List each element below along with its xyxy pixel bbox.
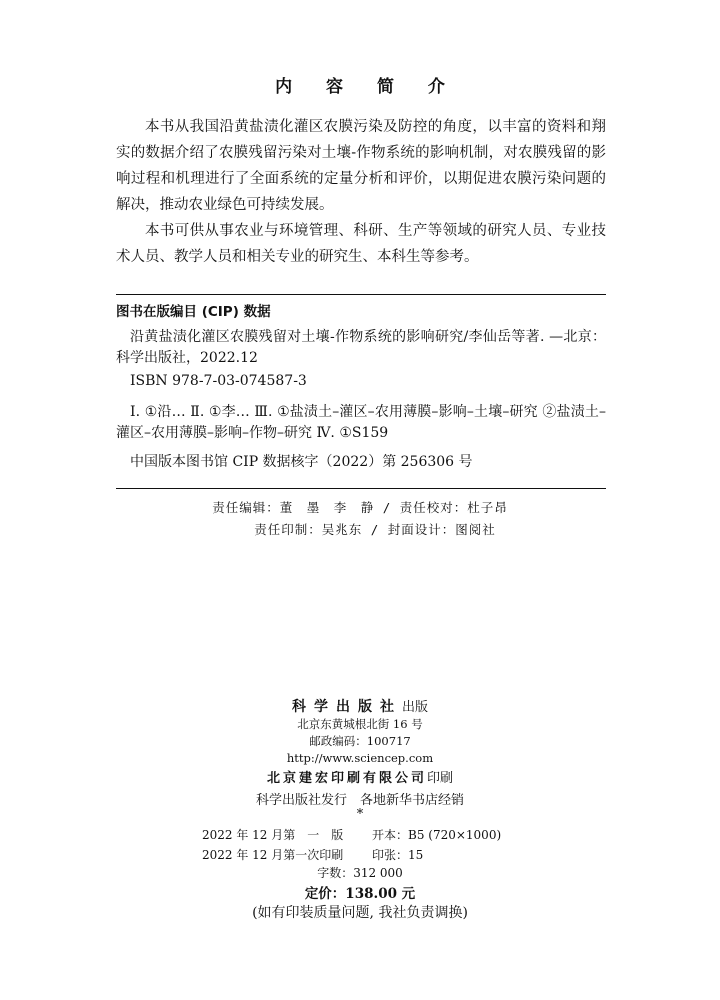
publisher-suffix: 出版 [401, 700, 428, 715]
publisher-website: http://www.sciencep.com [286, 751, 434, 765]
price: 定价：138.00 元 [304, 886, 416, 902]
cip-heading: 图书在版编目 (CIP) 数据 [116, 304, 271, 320]
separator-star: * [356, 807, 364, 822]
edition: 2022 年 12 月第 一 版 [202, 828, 344, 842]
format: 开本：B5 (720×1000) [372, 828, 502, 842]
sheets: 印张：15 [372, 848, 424, 862]
word-count: 字数：312 000 [317, 866, 403, 880]
page-title: 内 容 简 介 [275, 77, 459, 97]
printing: 2022 年 12 月第一次印刷 [202, 848, 344, 862]
cip-record: 沿黄盐渍化灌区农膜残留对土壤-作物系统的影响研究/李仙岳等著. —北京：科学出版社，2022.12 [116, 329, 606, 366]
content-summary [116, 114, 606, 270]
cip-block [116, 327, 606, 473]
summary-paragraph-1: 本书从我国沿黄盐渍化灌区农膜污染及防控的角度，以丰富的资料和翔实的数据介绍了农膜残留污染对土壤-作物系统的影响机制，对农膜残留的影响过程和机理进行了全面系统的定量分析和评价，以期促进农膜污染问题的解决，推动农业绿色可持续发展。 [116, 119, 606, 213]
publisher-name: 科学出版社 [291, 699, 402, 715]
summary-paragraph-2: 本书可供从事农业与环境管理、科研、生产等领域的研究人员、专业技术人员、教学人员和相关专业的研究生、本科生等参考。 [116, 223, 606, 265]
publisher-block [0, 696, 720, 822]
publisher-postcode: 邮政编码：100717 [309, 734, 411, 748]
quality-note: (如有印装质量问题, 我社负责调换) [252, 905, 468, 921]
printer-name: 北京建宏印刷有限公司 [266, 771, 427, 786]
cip-bottom-rule [116, 488, 606, 489]
publisher-address: 北京东黄城根北街 16 号 [297, 717, 423, 731]
credits-line-1: 责任编辑：董 墨 李 静 / 责任校对：杜子昂 [212, 500, 508, 515]
printer-suffix: 印刷 [427, 771, 454, 786]
distribution: 科学出版社发行 各地新华书店经销 [255, 793, 464, 808]
price-block [0, 864, 720, 922]
cip-classification: Ⅰ. ①沿… Ⅱ. ①李… Ⅲ. ①盐渍土–灌区–农用薄膜–影响–土壤–研究 ②盐渍土–灌区–农用薄膜–影响–作物–研究 Ⅳ. ①S159 [116, 404, 606, 441]
cip-isbn: ISBN 978-7-03-074587-3 [130, 373, 307, 389]
credits-line-2: 责任印制：吴兆东 / 封面设计：图阅社 [254, 522, 496, 537]
cip-top-rule [116, 294, 606, 295]
cip-catalog-number: 中国版本图书馆 CIP 数据核字（2022）第 256306 号 [130, 454, 473, 470]
